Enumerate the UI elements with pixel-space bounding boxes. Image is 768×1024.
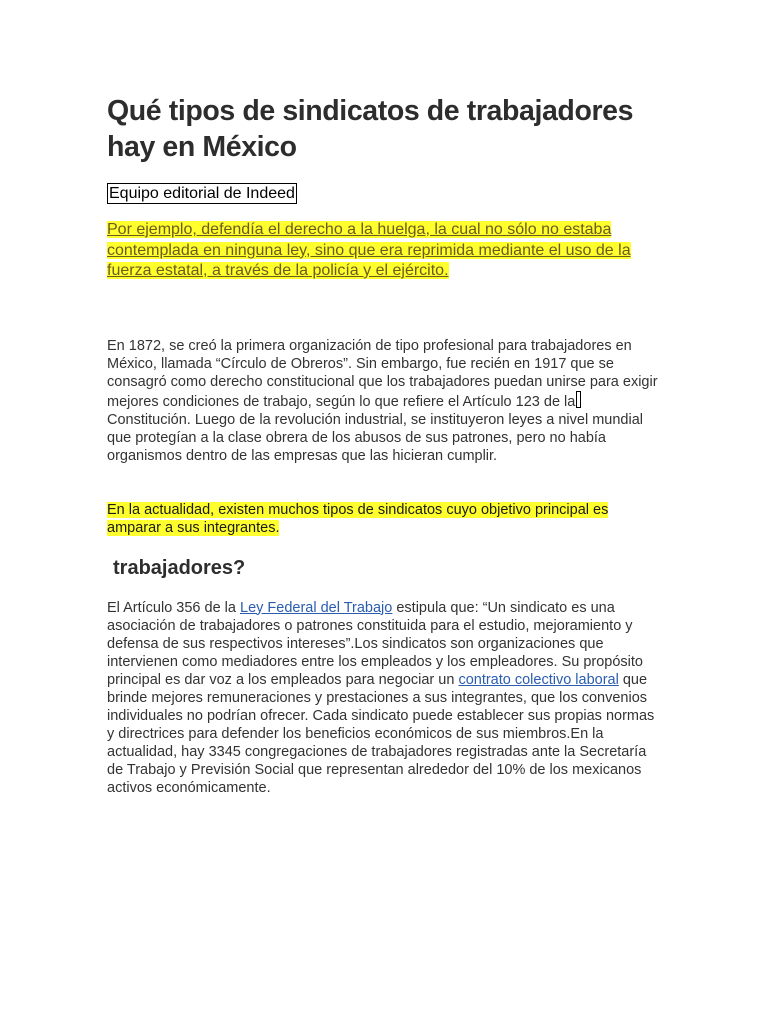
author-byline: Equipo editorial de Indeed — [109, 185, 295, 202]
article-title: Qué tipos de sindicatos de trabajadores hay en México — [107, 95, 634, 163]
history-paragraph — [107, 337, 663, 465]
history-paragraph-text-end: Constitución. Luego de la revolución industrial, se instituyeron leyes a nivel mundial que protegían a la clase obrera de los abusos de sus patrones, pero no había organismos dentro de las empresas que las hicieran cumplir. — [107, 411, 643, 464]
history-paragraph-text-start: En 1872, se creó la primera organización de tipo profesional para trabajadores en México, llamada “Círculo de Obreros”. Sin embargo, fue recién en 1917 que se consagró como derecho constitucional que los trabajadores puedan unirse para exigir mejores condiciones de trabajo, según lo que refiere el Artículo 123 de la — [107, 337, 658, 410]
highlighted-note-text: En la actualidad, existen muchos tipos de sindicatos cuyo objetivo principal es amparar a sus integrantes. — [107, 501, 609, 536]
byline-container — [107, 183, 663, 205]
highlighted-note — [107, 501, 663, 537]
contrato-colectivo-laboral-link[interactable]: contrato colectivo laboral — [458, 671, 619, 688]
highlighted-quote-text: Por ejemplo, defendía el derecho a la huelga, la cual no sólo no estaba contemplada en ninguna ley, sino que era reprimida mediante el uso de la fuerza estatal, a través de la policía y el ejército. — [107, 221, 631, 279]
definition-text-3: que brinde mejores remuneraciones y prestaciones a sus integrantes, que los convenios individuales no podrían ofrecer. Cada sindicato puede establecer sus propias normas y directrices para defender los beneficios económicos de sus miembros.En la actualidad, hay 3345 congregaciones de trabajadores registradas ante la Secretaría de Trabajo y Previsión Social que representan alrededor del 10% de los mexicanos activos económicamente. — [107, 671, 655, 796]
definition-paragraph — [107, 599, 663, 797]
definition-text-2: estipula que: “Un sindicato es una asociación de trabajadores o patrones constituida para el estudio, mejoramiento y defensa de sus respectivos intereses”.Los sindicatos son organizaciones que intervienen como mediadores entre los empleados y los empleadores. Su propósito principal es dar voz a los empleados para negociar un — [107, 599, 643, 688]
definition-text-1: El Artículo 356 de la — [107, 599, 240, 616]
ley-federal-del-trabajo-link[interactable]: Ley Federal del Trabajo — [240, 599, 393, 616]
highlighted-quote — [107, 220, 663, 282]
document-page — [107, 93, 663, 797]
text-cursor-marker — [576, 391, 581, 408]
section-heading: trabajadores? — [113, 556, 246, 579]
